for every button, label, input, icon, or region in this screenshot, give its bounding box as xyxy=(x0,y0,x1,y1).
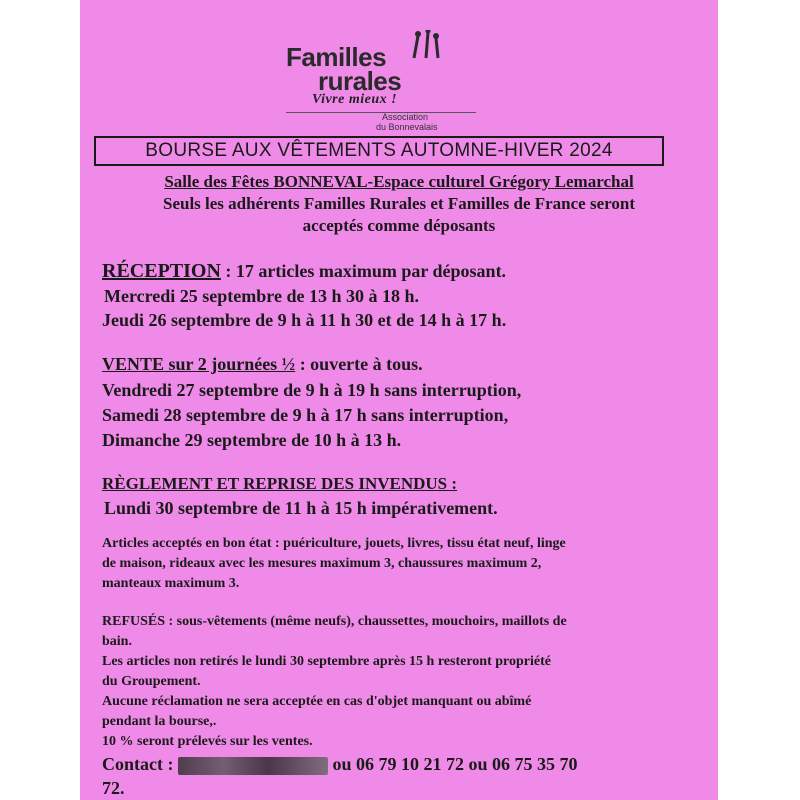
refused-line-1: REFUSÉS : sous-vêtements (même neufs), chaussettes, mouchoirs, maillots de xyxy=(102,614,567,629)
sale-day-3: Dimanche 29 septembre de 10 h à 13 h. xyxy=(102,430,402,450)
settlement-heading: RÈGLEMENT ET REPRISE DES INVENDUS : xyxy=(102,474,458,493)
logo-divider xyxy=(286,112,476,113)
venue: Salle des Fêtes BONNEVAL-Espace culturel Grégory Lemarchal xyxy=(164,172,634,191)
eligibility-line-2: acceptés comme déposants xyxy=(302,216,496,235)
redacted-phone xyxy=(178,757,328,775)
sale-detail: : ouverte à tous. xyxy=(295,354,423,374)
logo-brand-line1: Familles xyxy=(286,42,387,72)
note-line-1: Les articles non retirés le lundi 30 septembre après 15 h resteront propriété xyxy=(102,654,551,669)
reception-label: RÉCEPTION xyxy=(102,260,221,282)
reception-heading xyxy=(102,260,506,283)
accepted-line-1: Articles acceptés en bon état : puériculture, jouets, livres, tissu état neuf, linge xyxy=(102,536,566,551)
sale-day-2: Samedi 28 septembre de 9 h à 17 h sans interruption, xyxy=(102,405,509,425)
logo-figures-icon xyxy=(408,30,448,60)
contact-line xyxy=(102,754,578,775)
accepted-line-2: de maison, rideaux avec les mesures maximum 3, chaussures maximum 2, xyxy=(102,556,542,571)
sale-label: VENTE sur 2 journées ½ xyxy=(102,354,296,374)
note-line-5: 10 % seront prélevés sur les ventes. xyxy=(102,734,313,749)
contact-phones: ou 06 79 10 21 72 ou 06 75 35 70 xyxy=(332,754,578,774)
sale-day-1: Vendredi 27 septembre de 9 h à 19 h sans interruption, xyxy=(102,380,522,400)
page-margin xyxy=(718,0,800,800)
note-line-4: pendant la bourse,. xyxy=(102,714,217,729)
logo-association-line1: Association xyxy=(382,112,429,122)
note-line-3: Aucune réclamation ne sera acceptée en cas d'objet manquant ou abîmé xyxy=(102,694,532,709)
note-line-2: du Groupement. xyxy=(102,674,201,689)
sale-heading xyxy=(102,354,423,375)
reception-day-2: Jeudi 26 septembre de 9 h à 11 h 30 et de 14 h à 17 h. xyxy=(102,310,507,330)
logo-association-line2: du Bonnevalais xyxy=(376,122,438,132)
refused-line-2: bain. xyxy=(102,634,132,649)
accepted-line-3: manteaux maximum 3. xyxy=(102,576,240,591)
settlement-day: Lundi 30 septembre de 11 h à 15 h impérativement. xyxy=(104,498,498,518)
event-title: BOURSE AUX VÊTEMENTS AUTOMNE-HIVER 2024 xyxy=(94,136,664,166)
eligibility-line-1: Seuls les adhérents Familles Rurales et Familles de France seront xyxy=(162,194,635,213)
logo-brand-line2: rurales xyxy=(318,66,402,96)
reception-detail: : 17 articles maximum par déposant. xyxy=(220,261,507,281)
logo-slogan: Vivre mieux ! xyxy=(312,92,398,107)
contact-label: Contact : xyxy=(102,754,174,774)
familles-rurales-logo xyxy=(286,30,486,130)
reception-day-1: Mercredi 25 septembre de 13 h 30 à 18 h. xyxy=(104,286,419,306)
contact-tail: 72. xyxy=(102,778,125,798)
